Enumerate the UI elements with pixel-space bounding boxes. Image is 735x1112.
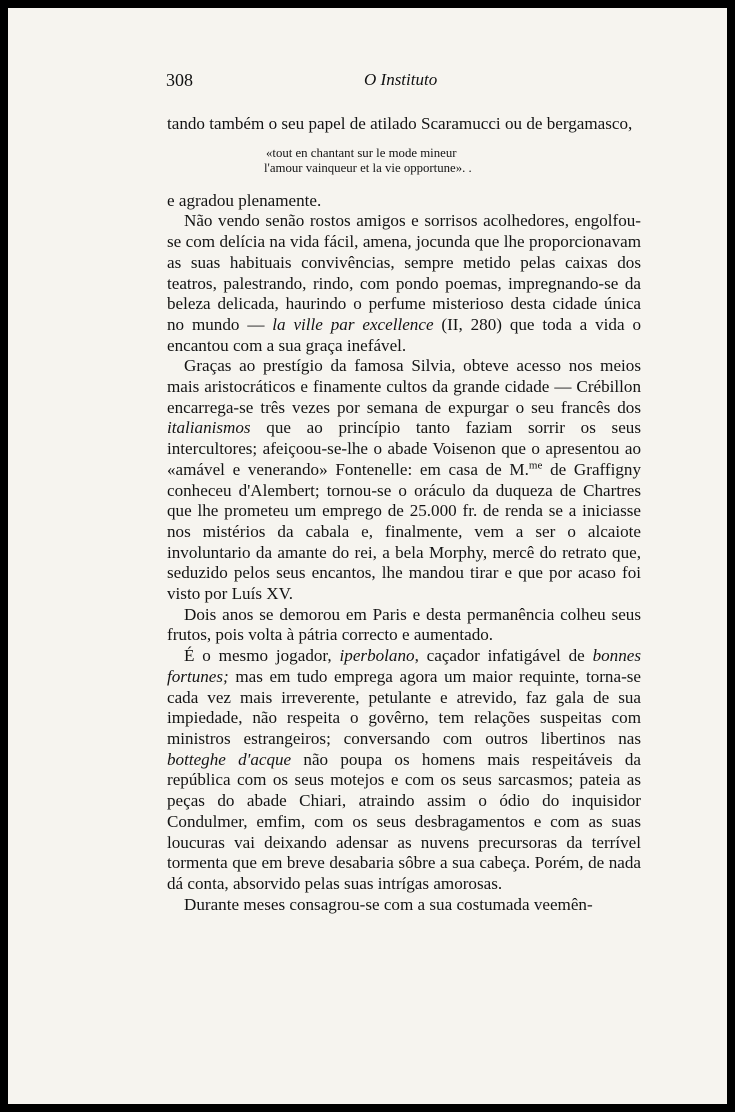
paragraph-3-italic: la ville par excellence [272,314,434,334]
paragraph-3 [167,211,641,356]
paragraph-4 [167,356,641,604]
paragraph-6-text-c: mas em tudo emprega agora um maior requinte, torna-se cada vez mais irreverente, petulante e atrevido, faz gala de sua impiedade, não respeita o govêrno, tem relações suspeitas com ministros estrangeiros; conversando com outros libertinos nas [167,666,641,748]
paragraph-6-italic-3: botteghe d'acque [167,749,292,769]
paragraph-4-italic: italianismos [167,418,251,438]
paragraph-2: e agradou plenamente. [167,190,322,210]
page [8,8,727,1104]
paragraph-4-text-a: Graças ao prestígio da famosa Silvia, obteve acesso nos meios mais aristocráticos e finamente cultos da grande cidade — Crébillon encarrega-se três vezes por semana de expurgar o seu francês dos [167,356,641,417]
page-header [166,70,641,94]
paragraph-6-italic-1: iperbolano [339,646,415,666]
body-text [167,114,641,915]
paragraph-1: tando também o seu papel de atilado Scaramucci ou de bergamasco, [167,114,633,133]
paragraph-6 [167,646,641,894]
quote-line-2: l'amour vainqueur et la vie opportune». . [264,161,472,176]
paragraph-7: Durante meses consagrou-se com a sua costumada veemên- [184,894,593,914]
paragraph-6-text-b: , caçador infatigável de [414,646,593,666]
quote-line-1: «tout en chantant sur le mode mineur [266,145,457,160]
paragraph-4-superscript: me [528,459,543,472]
paragraph-6-text-a: É o mesmo jogador, [184,646,340,666]
page-number: 308 [166,70,193,90]
paragraph-4-text-b: que ao princípio tanto faziam sorrir os seus intercultores; afeiçoou-se-lhe o abade Voisenon que o apresentou ao «amável e venerando» Fontenelle: em casa de M. [167,418,641,479]
paragraph-4-text-c: de Graffigny conheceu d'Alembert; tornou-se o oráculo da duqueza de Chartres que lhe prometeu um emprego de 25.000 fr. de renda se a iniciasse nos mistérios da cabala e, finalmente, vem a ser o alcaiote involuntario da amante do rei, a bela Morphy, mercê do retrato que, seduzido pelos seus encantos, lhe mandou tirar e que por acaso foi visto por Luís XV. [167,459,641,604]
paragraph-3-text-b: (II, 280) que toda a vida o encantou com a sua graça inefável. [167,314,641,355]
block-quote [266,146,641,177]
running-title: O Instituto [364,70,438,89]
paragraph-3-text-a: Não vendo senão rostos amigos e sorrisos acolhedores, engolfou-se com delícia na vida fácil, amena, jocunda que lhe proporcionavam as suas habituais convivências, sempre metido pelas caixas dos teatros, palestrando, rindo, com pondo poemas, impregnando-se da beleza delicada, haurindo o perfume misterioso desta cidade única no mundo — [167,211,641,334]
paragraph-5: Dois anos se demorou em Paris e desta permanência colheu seus frutos, pois volta à pátria correcto e aumentado. [167,604,641,645]
paragraph-6-text-d: não poupa os homens mais respeitáveis da república com os seus motejos e com os seus sarcasmos; pateia as peças do abade Chiari, atraindo assim o ódio do inquisidor Condulmer, emfim, com os seus desbragamentos e com as suas loucuras vai deixando adensar as nuvens precursoras da terrível tormenta que em breve desabaria sôbre a sua cabeça. Porém, de nada dá conta, absorvido pelas suas intrígas amorosas. [167,749,641,893]
paragraph-6-italic-2: bonnes fortunes; [167,646,641,686]
